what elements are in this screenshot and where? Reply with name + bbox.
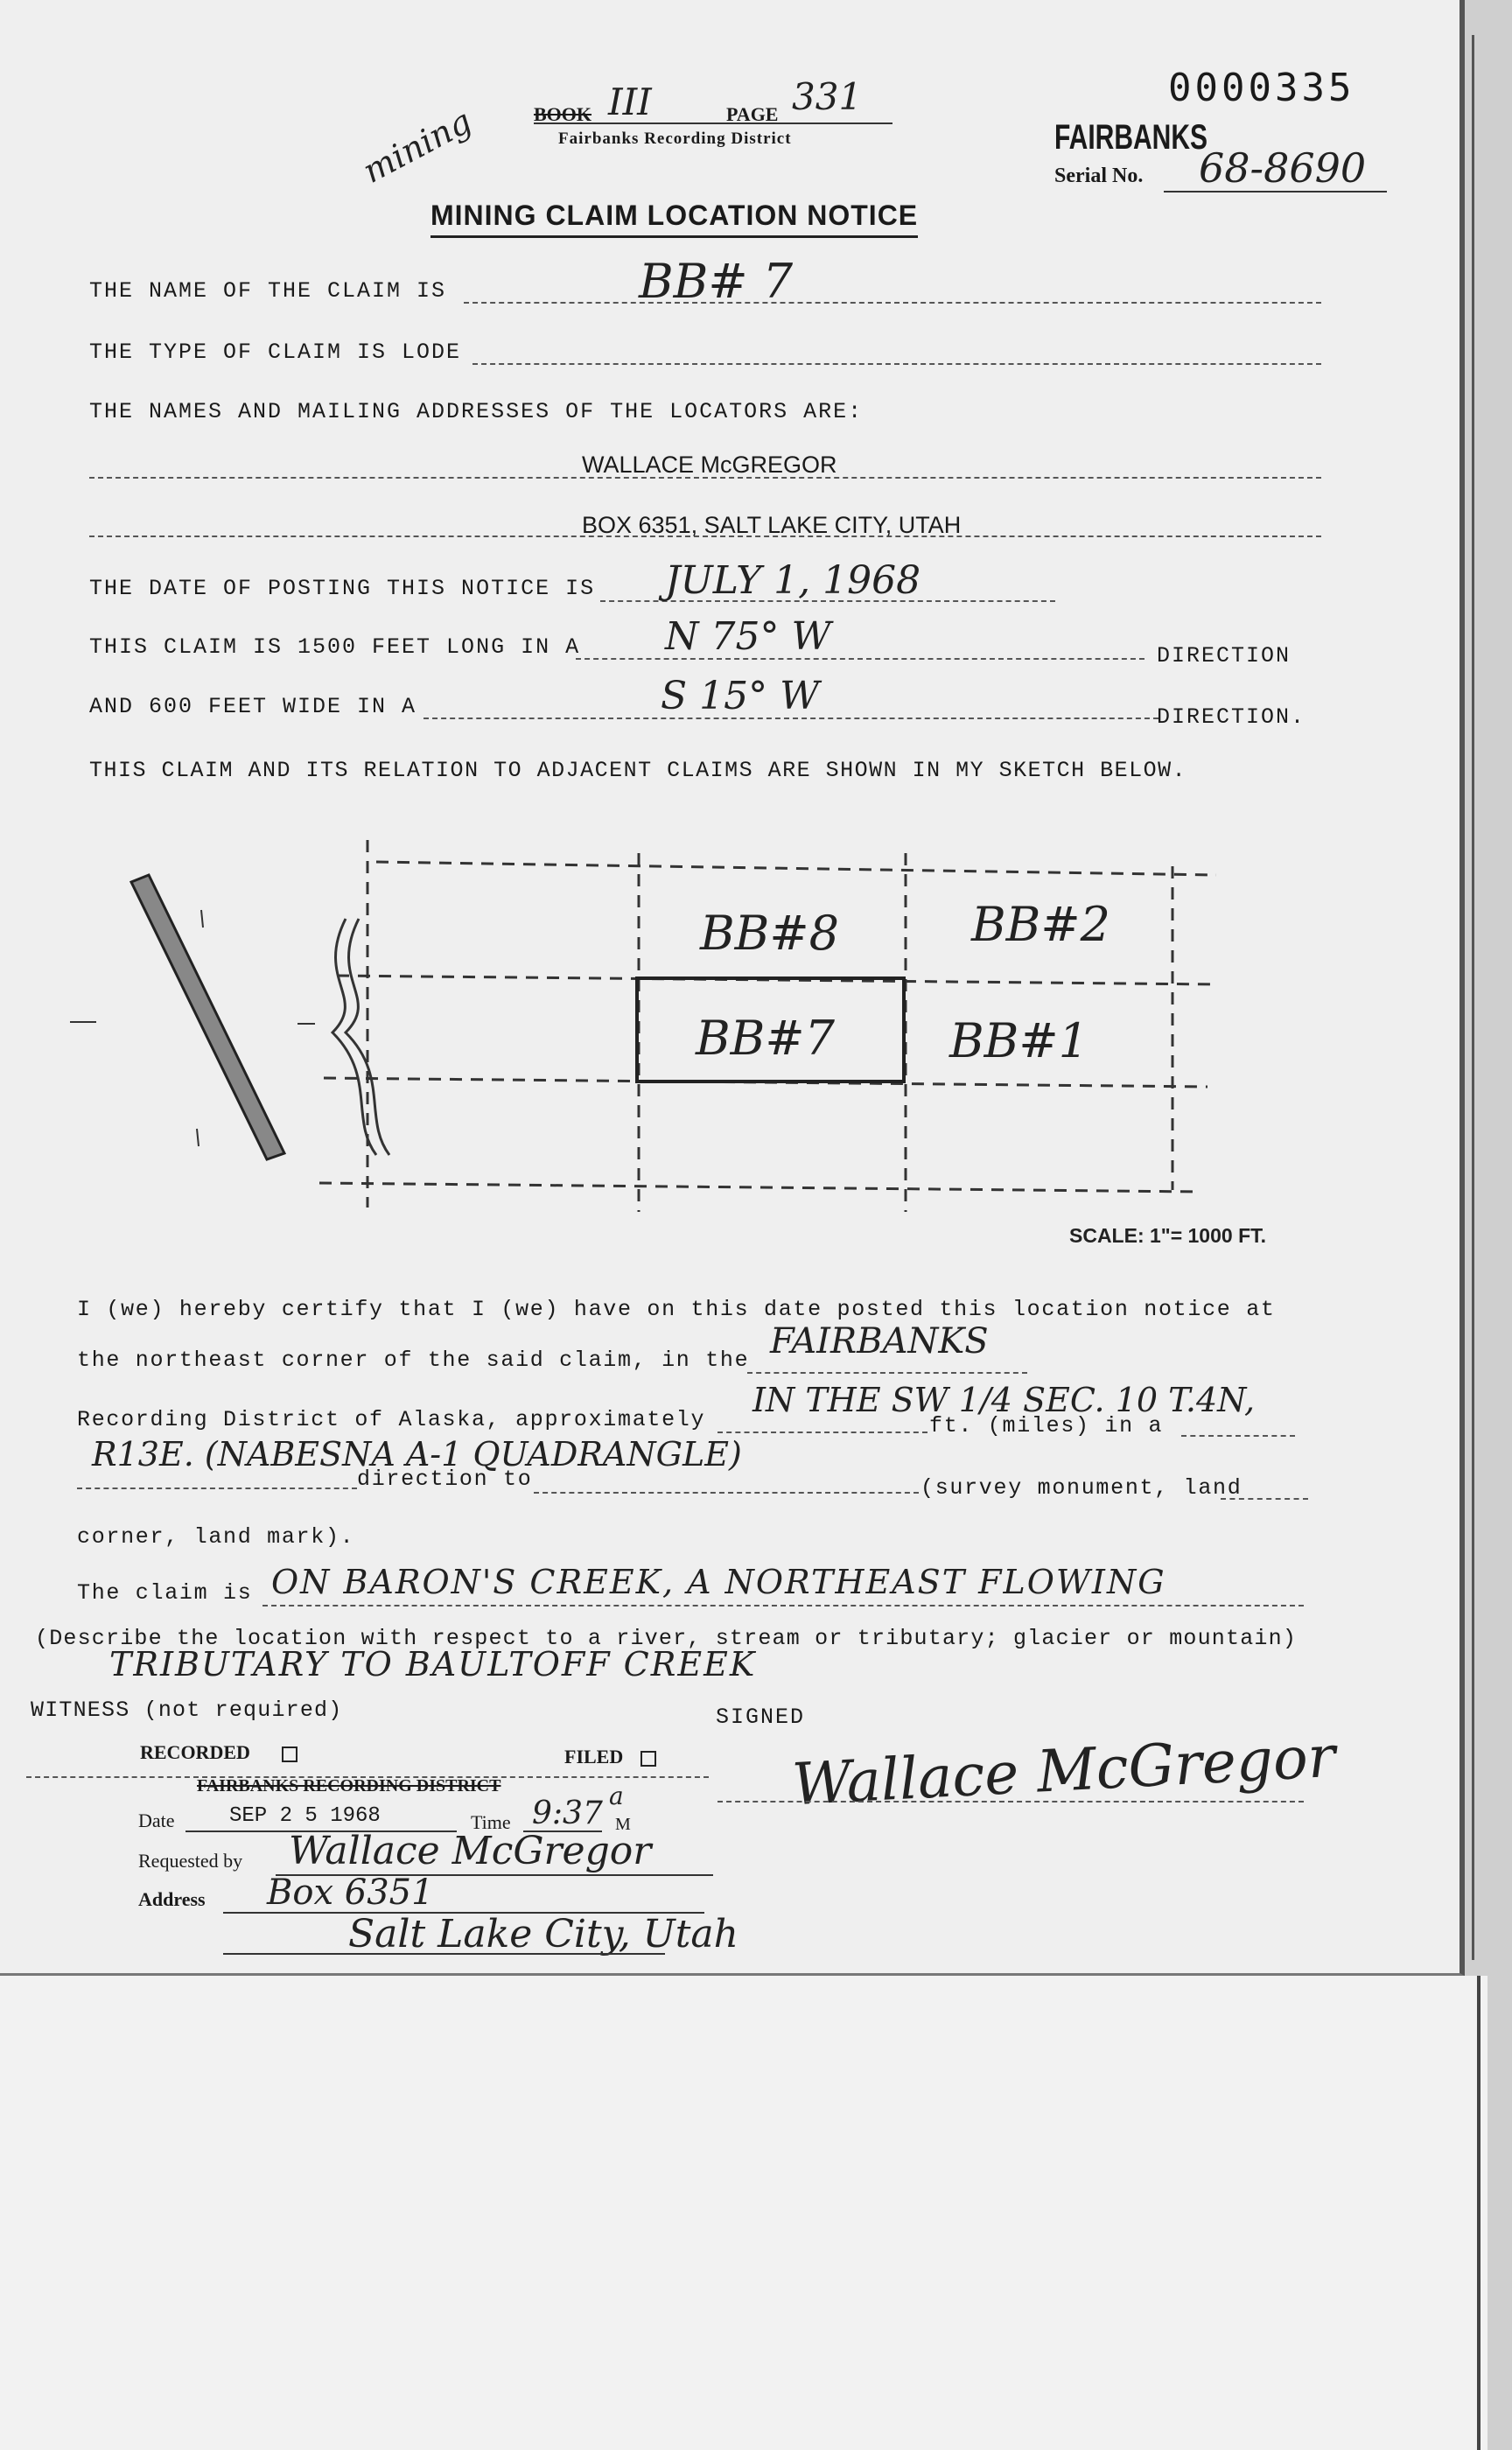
- recording-district-caption: Fairbanks Recording District: [558, 130, 792, 148]
- direction-line-b: [77, 1488, 357, 1489]
- signature: Wallace McGregor: [790, 1722, 1338, 1819]
- recording-time-label: Time: [471, 1811, 511, 1833]
- sketch-claim-bb1: BB#1: [949, 1013, 1088, 1068]
- certify-line-2: the northeast corner of the said claim, in the: [77, 1348, 750, 1373]
- certify-line-1: I (we) hereby certify that I (we) have on this date posted this location notice at: [77, 1297, 1276, 1322]
- recording-district: FAIRBANKS RECORDING DISTRICT: [197, 1776, 501, 1796]
- width-direction-label: DIRECTION.: [1157, 704, 1306, 730]
- recording-date-label: Date: [138, 1810, 175, 1831]
- sketch-label: THIS CLAIM AND ITS RELATION TO ADJACENT CLAIMS ARE SHOWN IN MY SKETCH BELOW.: [89, 758, 1187, 783]
- sketch-gridline-h1: [376, 862, 1216, 875]
- sketch-gridline-h4: [319, 1183, 1199, 1192]
- certify-line-5: corner, land mark).: [77, 1524, 355, 1550]
- recording-time-ampm: a: [609, 1782, 624, 1810]
- signed-label: SIGNED: [716, 1704, 806, 1730]
- address-line-2: Salt Lake City, Utah: [348, 1912, 738, 1956]
- document-title: MINING CLAIM LOCATION NOTICE: [430, 200, 918, 238]
- filed-label: FILED: [564, 1746, 624, 1768]
- location-describe: (Describe the location with respect to a river, stream or tributary; glacier or mountain): [35, 1626, 1298, 1651]
- document-number: 0000335: [1168, 66, 1355, 110]
- address-line-2-rule: [223, 1953, 665, 1955]
- locator-name: WALLACE McGREGOR: [582, 452, 837, 478]
- requested-by-value: Wallace McGregor: [289, 1829, 652, 1873]
- recording-time-value: 9:37: [532, 1796, 603, 1831]
- certify-line-3: Recording District of Alaska, approximately: [77, 1407, 706, 1432]
- book-value: III: [608, 80, 652, 123]
- posting-date-label: THE DATE OF POSTING THIS NOTICE IS: [89, 576, 596, 601]
- range-value: R13E. (NABESNA A-1 QUADRANGLE): [92, 1435, 742, 1474]
- locators-label: THE NAMES AND MAILING ADDRESSES OF THE LOCATORS ARE:: [89, 399, 864, 424]
- serial-label: Serial No.: [1054, 164, 1144, 187]
- filed-checkbox: [640, 1751, 656, 1767]
- length-label: THIS CLAIM IS 1500 FEET LONG IN A: [89, 634, 581, 660]
- fairbanks-stamp: FAIRBANKS: [1054, 118, 1208, 157]
- location-line: [262, 1605, 1304, 1606]
- sketch-scale: SCALE: 1"= 1000 FT.: [1069, 1224, 1267, 1247]
- claim-name-label: THE NAME OF THE CLAIM IS: [89, 278, 447, 304]
- location-value-2: TRIBUTARY TO BAULTOFF CREEK: [109, 1645, 757, 1684]
- creek-symbol: [131, 875, 284, 1159]
- location-value-1: ON BARON'S CREEK, A NORTHEAST FLOWING: [271, 1563, 1166, 1601]
- direction-line-a: [1181, 1435, 1295, 1437]
- certify-line-4b: (survey monument, land: [920, 1475, 1242, 1501]
- location-label: The claim is: [77, 1580, 253, 1606]
- district-value: FAIRBANKS: [770, 1321, 989, 1362]
- approx-line: [718, 1432, 928, 1433]
- page-label: PAGE: [726, 103, 779, 125]
- width-label: AND 600 FEET WIDE IN A: [89, 694, 417, 719]
- creek-lines: [332, 919, 389, 1155]
- locator-address: BOX 6351, SALT LAKE CITY, UTAH: [582, 512, 962, 538]
- witness-label: WITNESS (not required): [31, 1698, 343, 1723]
- length-direction-label: DIRECTION: [1157, 643, 1292, 668]
- signature-line: [718, 1801, 1304, 1802]
- page-value: 331: [792, 75, 863, 118]
- address-label: Address: [138, 1888, 206, 1910]
- monument-line: [534, 1492, 919, 1494]
- claim-type-label: THE TYPE OF CLAIM IS LODE: [89, 340, 462, 365]
- recorded-checkbox: [282, 1746, 298, 1762]
- underlying-page-edge: [1477, 1976, 1480, 2450]
- serial-value: 68-8690: [1199, 144, 1367, 192]
- book-label: BOOK: [534, 103, 592, 125]
- underlying-page: [0, 1976, 1488, 2450]
- sketch-claim-bb2: BB#2: [971, 897, 1110, 952]
- length-value: N 75° W: [665, 614, 831, 659]
- mining-note: mining: [356, 102, 479, 191]
- posting-date-value: JULY 1, 1968: [665, 558, 921, 603]
- recording-time-m: M: [615, 1815, 631, 1834]
- claim-name-value: BB# 7: [639, 254, 794, 309]
- sketch-claim-bb8: BB#8: [700, 906, 839, 961]
- district-line: [747, 1372, 1027, 1374]
- address-line-1: Box 6351: [267, 1872, 434, 1913]
- recording-date-value: SEP 2 5 1968: [229, 1804, 381, 1828]
- certify-line-4a: direction to: [357, 1466, 533, 1492]
- sketch-claim-bb7: BB#7: [696, 1011, 835, 1066]
- requested-by-label: Requested by: [138, 1850, 243, 1872]
- width-value: S 15° W: [661, 674, 820, 718]
- certify-line-3b: ft. (miles) in a: [929, 1413, 1164, 1438]
- approx-value: IN THE SW 1/4 SEC. 10 T.4N,: [752, 1381, 1256, 1419]
- monument-line-end: [1221, 1498, 1308, 1500]
- recorded-label: RECORDED: [140, 1741, 250, 1763]
